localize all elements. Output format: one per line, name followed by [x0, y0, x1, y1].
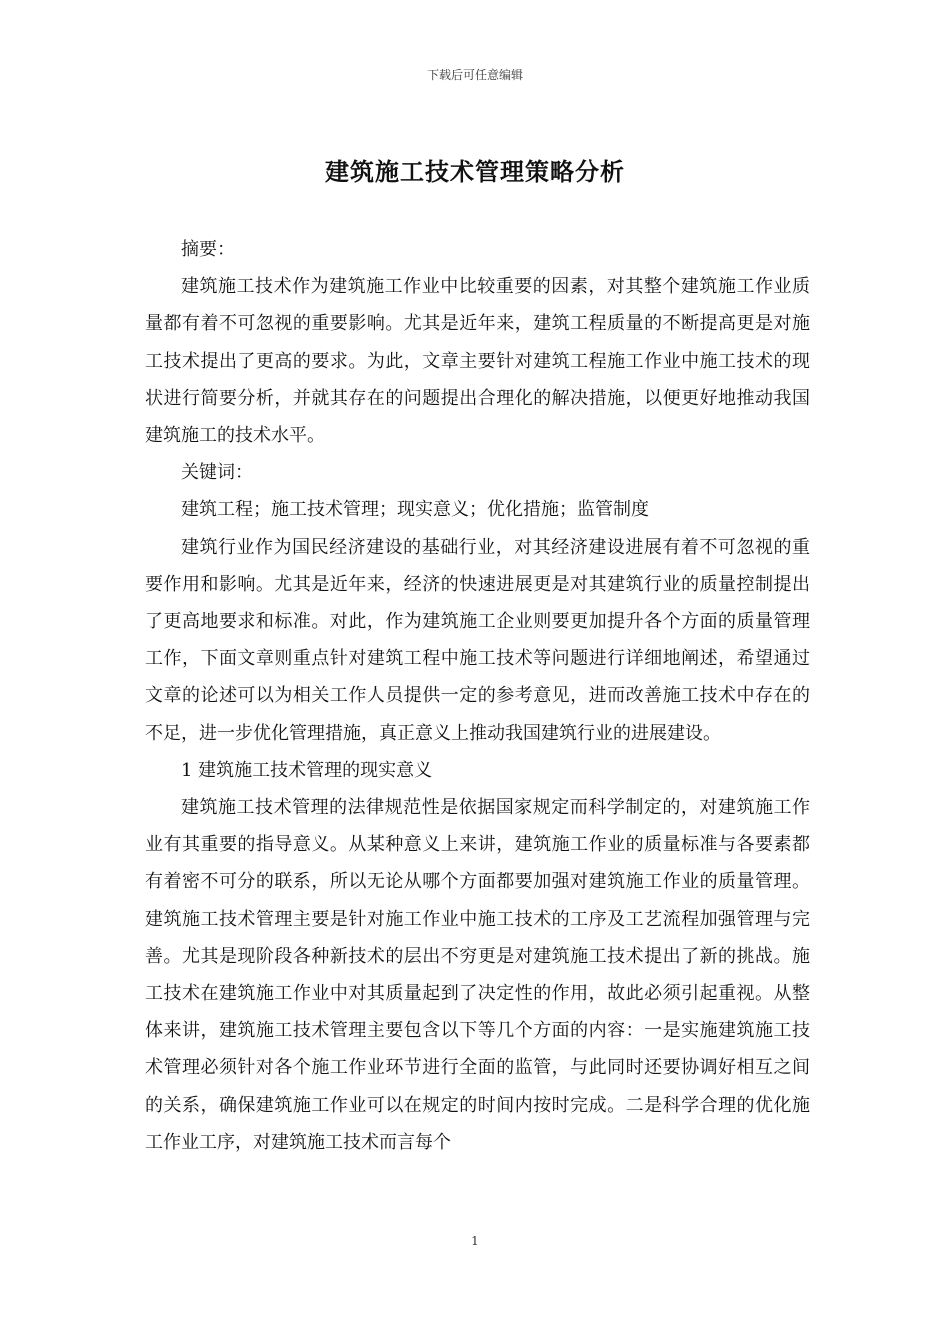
document-title: 建筑施工技术管理策略分析 [325, 157, 625, 186]
page-number: 1 [471, 1234, 479, 1248]
section-1-heading: 1 建筑施工技术管理的现实意义 [181, 759, 433, 781]
page-header: 下载后可任意编辑 [426, 68, 523, 82]
keywords-text: 建筑工程；施工技术管理；现实意义；优化措施；监管制度 [181, 499, 649, 521]
abstract-label: 摘要： [181, 239, 235, 260]
abstract-text: 建筑施工技术作为建筑施工作业中比较重要的因素，对其整个建筑施工作业质量都有着不可忽视的重要影响。尤其是近年来，建筑工程质量的不断提高更是对施工技术提出了更高的要求。为此，文章主要针对建筑工程施工作业中施工技术的现状进行简要分析，并就其存在的问题提出合理化的解决措施，以便更好地推动我国建筑施工的技术水平。 [145, 276, 810, 447]
intro-paragraph: 建筑行业作为国民经济建设的基础行业，对其经济建设进展有着不可忽视的重要作用和影响。尤其是近年来，经济的快速进展更是对其建筑行业的质量控制提出了更高地要求和标准。对此，作为建筑施工企业则要更加提升各个方面的质量管理工作，下面文章则重点针对建筑工程中施工技术等问题进行详细地阐述，希望通过文章的论述可以为相关工作人员提供一定的参考意见，进而改善施工技术中存在的不足，进一步优化管理措施，真正意义上推动我国建筑行业的进展建设。 [145, 536, 810, 744]
document-body [145, 231, 810, 1161]
section-1-paragraph: 建筑施工技术管理的法律规范性是依据国家规定而科学制定的，对建筑施工作业有其重要的指导意义。从某种意义上来讲，建筑施工作业的质量标准与各要素都有着密不可分的联系，所以无论从哪个方面都要加强对建筑施工作业的质量管理。建筑施工技术管理主要是针对施工作业中施工技术的工序及工艺流程加强管理与完善。尤其是现阶段各种新技术的层出不穷更是对建筑施工技术提出了新的挑战。施工技术在建筑施工作业中对其质量起到了决定性的作用，故此必须引起重视。从整体来讲，建筑施工技术管理主要包含以下等几个方面的内容：一是实施建筑施工技术管理必须针对各个施工作业环节进行全面的监管，与此同时还要协调好相互之间的关系，确保建筑施工作业可以在规定的时间内按时完成。二是科学合理的优化施工作业工序，对建筑施工技术而言每个 [145, 797, 810, 1153]
keywords-label: 关键词： [181, 462, 253, 484]
